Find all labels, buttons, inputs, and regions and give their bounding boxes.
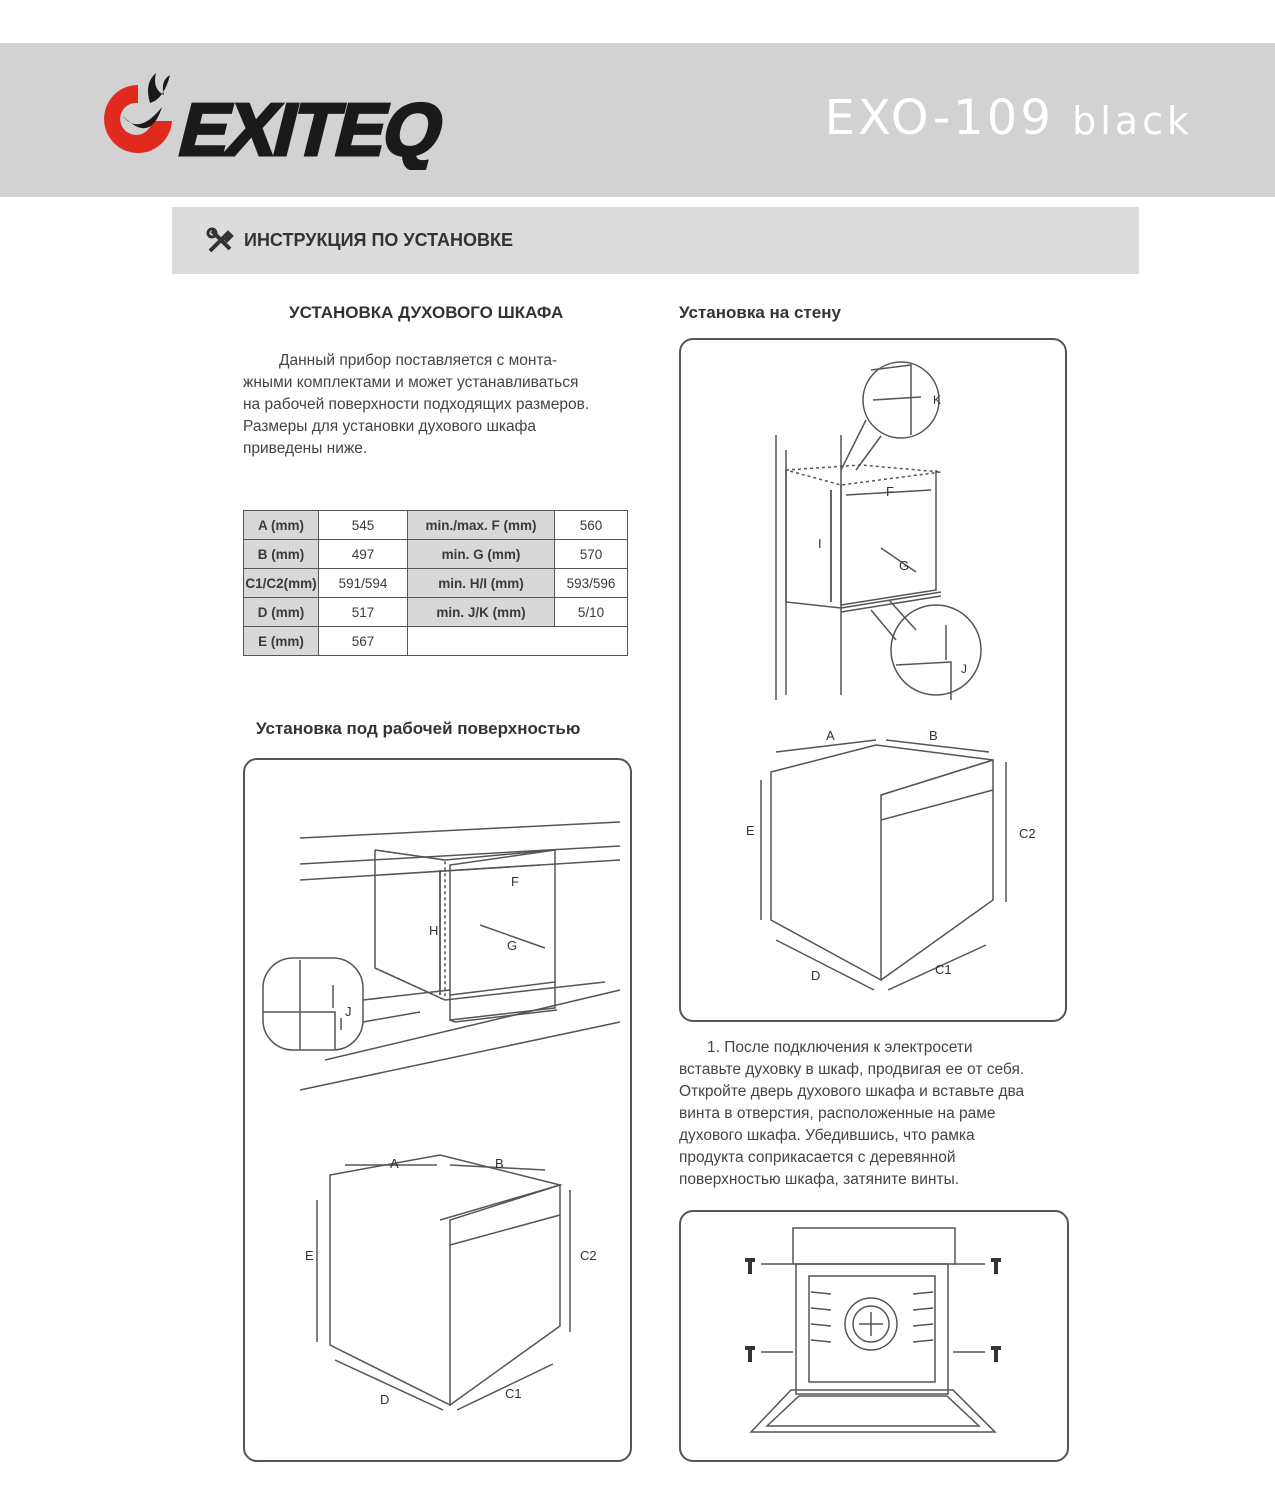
section-title: ИНСТРУКЦИЯ ПО УСТАНОВКЕ [244, 230, 513, 250]
label-J: J [345, 1004, 352, 1019]
step-line: винта в отверстия, расположенные на раме [679, 1105, 996, 1122]
intro-paragraph [243, 350, 630, 460]
install-heading: УСТАНОВКА ДУХОВОГО ШКАФА [289, 303, 564, 322]
dim-label: min./max. F (mm) [408, 511, 555, 540]
label-G: G [507, 938, 518, 953]
step-1-paragraph [679, 1037, 1065, 1191]
label-K: K [933, 393, 942, 407]
step-line: поверхностью шкафа, затяните винты. [679, 1171, 960, 1188]
dim-value: 570 [555, 540, 628, 569]
screw-diagram [679, 1210, 1069, 1462]
intro-line: на рабочей поверхности подходящих размеров. [243, 396, 590, 413]
label-C2: C2 [580, 1248, 597, 1263]
step-line: Откройте дверь духового шкафа и вставьте два [679, 1083, 1025, 1100]
dim-label: min. H/I (mm) [408, 569, 555, 598]
wall-diagram [679, 338, 1067, 1022]
exiteq-logo-svg [80, 55, 550, 170]
table-row [244, 598, 628, 627]
dim-value: 560 [555, 511, 628, 540]
dim-value: 567 [319, 627, 408, 656]
intro-line: Данный прибор поставляется с монта- [279, 352, 558, 369]
dim-label: C1/C2(mm) [244, 569, 319, 598]
wall-heading: Установка на стену [679, 303, 841, 322]
screw-icons [745, 1258, 1001, 1362]
dim-value: 593/596 [555, 569, 628, 598]
label-B: B [495, 1156, 504, 1171]
dim-label: D (mm) [244, 598, 319, 627]
dim-label: B (mm) [244, 540, 319, 569]
dim-label: A (mm) [244, 511, 319, 540]
under-counter-drawing [245, 760, 630, 1460]
label-H: H [429, 923, 439, 938]
label-J: J [961, 662, 967, 676]
under-counter-heading: Установка под рабочей поверхностью [256, 719, 581, 738]
table-row [244, 569, 628, 598]
table-row [244, 511, 628, 540]
label-F: F [511, 874, 519, 889]
label-C1: C1 [935, 962, 952, 977]
intro-line: Размеры для установки духового шкафа [243, 418, 537, 435]
under-counter-diagram [243, 758, 632, 1462]
dim-label: min. J/K (mm) [408, 598, 555, 627]
step-line: 1. После подключения к электросети [707, 1039, 973, 1056]
label-A: A [826, 728, 835, 743]
dim-value: 517 [319, 598, 408, 627]
empty-cell [408, 627, 628, 656]
tools-icon [206, 227, 234, 255]
dim-value: 545 [319, 511, 408, 540]
label-C1: C1 [505, 1386, 522, 1401]
dimensions-table [243, 510, 628, 656]
label-C2: C2 [1019, 826, 1036, 841]
section-header [172, 207, 1139, 274]
brand-logo [80, 55, 550, 175]
label-E: E [305, 1248, 314, 1263]
table-row [244, 627, 628, 656]
model-name: EXO-109 black [824, 90, 1193, 146]
label-A: A [390, 1156, 399, 1171]
step-line: духового шкафа. Убедившись, что рамка [679, 1127, 975, 1144]
intro-line: жными комплектами и может устанавливаться [243, 374, 579, 391]
label-G: G [899, 558, 910, 573]
dim-value: 497 [319, 540, 408, 569]
wall-drawing [681, 340, 1065, 1020]
label-D: D [380, 1392, 390, 1407]
intro-line: приведены ниже. [243, 440, 368, 457]
step-line: вставьте духовку в шкаф, продвигая ее от себя. [679, 1061, 1025, 1078]
label-D: D [811, 968, 821, 983]
table-row [244, 540, 628, 569]
dim-value: 5/10 [555, 598, 628, 627]
label-E: E [746, 823, 755, 838]
label-I: I [818, 536, 822, 551]
label-B: B [929, 728, 938, 743]
dim-label: E (mm) [244, 627, 319, 656]
step-line: продукта соприкасается с деревянной [679, 1149, 956, 1166]
dim-value: 591/594 [319, 569, 408, 598]
dim-label: min. G (mm) [408, 540, 555, 569]
brand-logo-text: EXITEQ [171, 88, 452, 170]
label-F: F [886, 484, 894, 499]
screw-drawing [681, 1212, 1067, 1460]
